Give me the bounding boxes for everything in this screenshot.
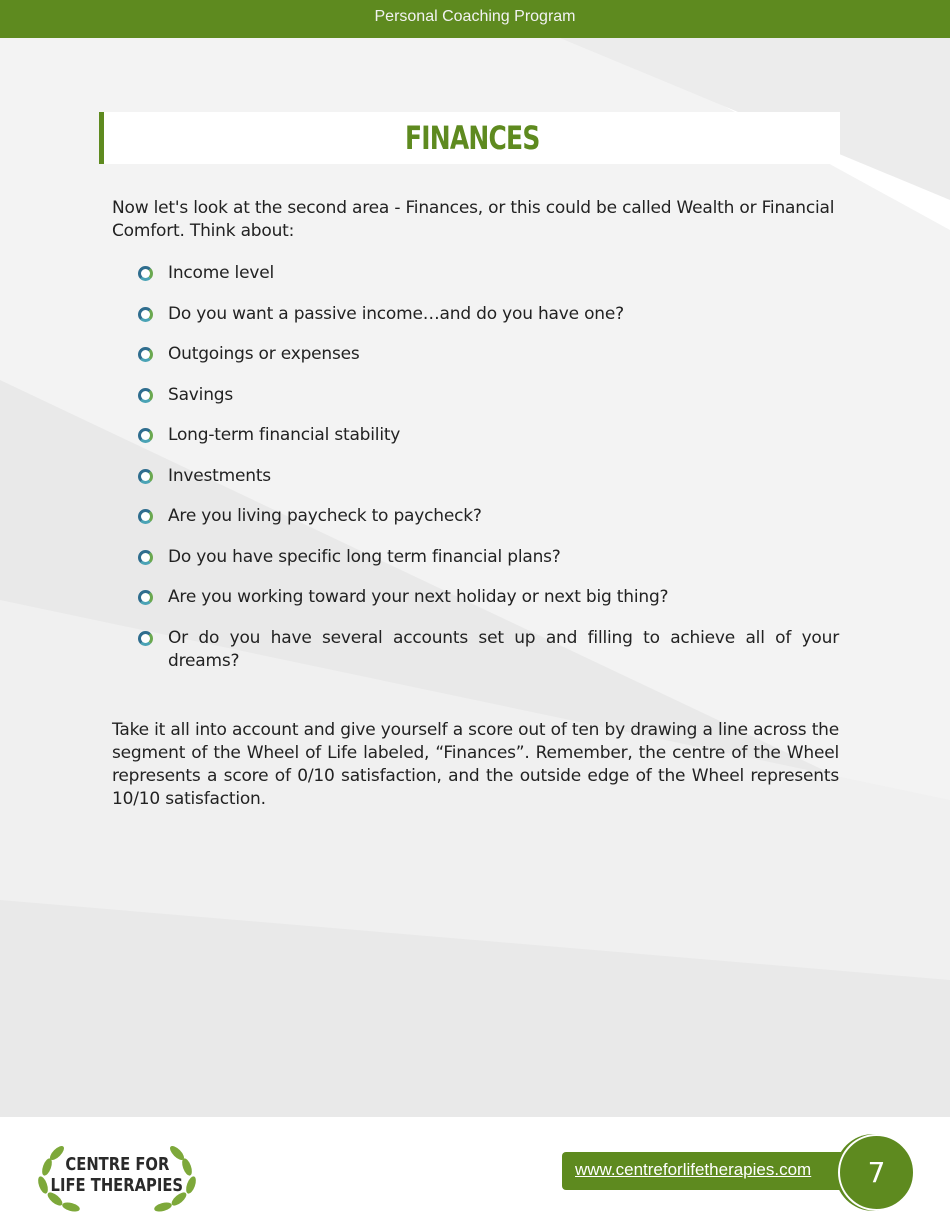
ring-bullet-icon [138, 307, 153, 322]
ring-bullet-icon [138, 428, 153, 443]
ring-bullet-icon [138, 550, 153, 565]
list-item [138, 384, 839, 407]
ring-bullet-icon [138, 509, 153, 524]
website-badge [562, 1152, 858, 1190]
list-item [138, 262, 839, 285]
list-item-text: Are you living paycheck to paycheck? [168, 506, 482, 526]
list-item-text: Income level [168, 263, 274, 283]
ring-bullet-icon [138, 469, 153, 484]
page-number: 7 [838, 1134, 915, 1211]
list-item [138, 303, 839, 326]
main-content [112, 197, 839, 811]
ring-bullet-icon [138, 631, 153, 646]
list-item-text: Savings [168, 384, 234, 405]
list-item-text: Are you working toward your next holiday or next big thing? [168, 587, 669, 607]
list-item [138, 546, 839, 569]
list-item [138, 505, 839, 528]
list-item [138, 424, 839, 447]
website-link[interactable]: www.centreforlifetherapies.com [575, 1160, 812, 1179]
page-header: Personal Coaching Program [0, 0, 950, 38]
ring-bullet-icon [138, 388, 153, 403]
company-logo [33, 1137, 201, 1213]
list-item-text: Investments [168, 465, 271, 486]
list-item [138, 465, 839, 488]
logo-text-line2: LIFE THERAPIES [50, 1175, 184, 1196]
section-title: FINANCES [404, 119, 540, 157]
list-item-text: Or do you have several accounts set up and filling to achieve all of your dreams? [168, 627, 839, 671]
bullet-list [138, 262, 839, 673]
intro-paragraph: Now let's look at the second area - Finances, or this could be called Wealth or Financial Comfort. Think about: [112, 198, 835, 241]
list-item-text: Do you have specific long term financial plans? [168, 546, 561, 567]
closing-paragraph: Take it all into account and give yourself a score out of ten by drawing a line across the segment of the Wheel of Life labeled, “Finances”. Remember, the centre of the Wheel represents a score of 0/10 satisfaction, and the outside edge of the Wheel represents 10/10 satisfaction. [112, 719, 839, 809]
list-item-text: Do you want a passive income…and do you have one? [168, 303, 624, 324]
logo-text-line1: CENTRE FOR [65, 1154, 169, 1175]
ring-bullet-icon [138, 347, 153, 362]
list-item [138, 343, 839, 366]
list-item-text: Long-term financial stability [168, 425, 401, 445]
ring-bullet-icon [138, 590, 153, 605]
list-item-text: Outgoings or expenses [168, 344, 360, 364]
ring-bullet-icon [138, 266, 153, 281]
list-item [138, 586, 839, 609]
list-item [138, 627, 839, 673]
section-title-box [99, 112, 840, 164]
